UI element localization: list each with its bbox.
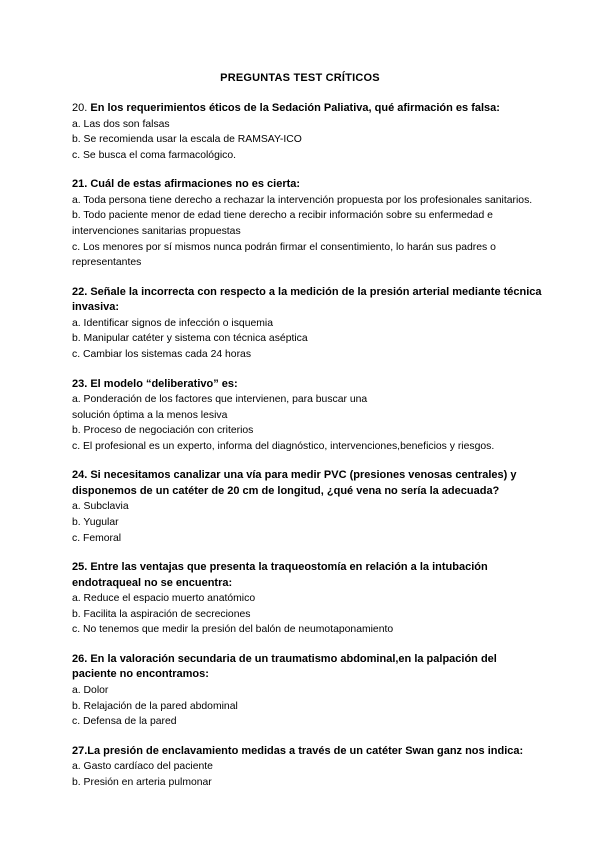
question-statement: En los requerimientos éticos de la Sedación Paliativa, qué afirmación es falsa: bbox=[90, 102, 500, 114]
answer-options bbox=[72, 591, 542, 638]
question-block bbox=[72, 744, 542, 791]
question-statement: 23. El modelo “deliberativo” es: bbox=[72, 377, 238, 390]
question-statement: 24. Si necesitamos canalizar una vía para medir PVC (presiones venosas centrales) y disponemos de un catéter de 20 cm de longitud, ¿qué vena no sería la adecuada? bbox=[72, 469, 517, 497]
answer-option: b. Relajación de la pared abdominal bbox=[72, 700, 238, 712]
question-text bbox=[72, 652, 542, 683]
answer-option: a. Ponderación de los factores que intervienen, para buscar una solución óptima a la menos lesiva bbox=[72, 394, 368, 421]
page-title: PREGUNTAS TEST CRÍTICOS bbox=[220, 72, 380, 84]
answer-options bbox=[72, 759, 542, 790]
question-statement: 27.La presión de enclavamiento medidas a través de un catéter Swan ganz nos indica: bbox=[72, 744, 524, 757]
question-block bbox=[72, 652, 542, 730]
answer-options bbox=[72, 683, 542, 730]
answer-option: c. Se busca el coma farmacológico. bbox=[72, 149, 237, 161]
answer-option: c. Los menores por sí mismos nunca podrán firmar el consentimiento, lo harán sus padres o representantes bbox=[72, 241, 496, 269]
question-block bbox=[72, 560, 542, 638]
answer-option: b. Todo paciente menor de edad tiene derecho a recibir información sobre su enfermedad e intervenciones sanitarias propuestas bbox=[72, 210, 493, 237]
question-block bbox=[72, 377, 542, 455]
question-text bbox=[72, 377, 542, 393]
answer-option: c. Cambiar los sistemas cada 24 horas bbox=[72, 348, 252, 360]
answer-option: a. Dolor bbox=[72, 684, 109, 696]
question-block bbox=[72, 285, 542, 363]
answer-options bbox=[72, 193, 542, 271]
question-block bbox=[72, 468, 542, 546]
answer-option: c. No tenemos que medir la presión del balón de neumotaponamiento bbox=[72, 624, 394, 636]
question-text bbox=[72, 177, 542, 193]
answer-option: b. Facilita la aspiración de secreciones bbox=[72, 608, 251, 620]
answer-option: b. Yugular bbox=[72, 517, 119, 528]
answer-option: a. Gasto cardíaco del paciente bbox=[72, 761, 213, 773]
question-number: 20. bbox=[72, 102, 88, 114]
question-block bbox=[72, 101, 542, 163]
answer-options bbox=[72, 499, 542, 546]
answer-option: c. El profesional es un experto, informa del diagnóstico, intervenciones,beneficios y riesgos. bbox=[72, 440, 495, 452]
answer-option: a. Toda persona tiene derecho a rechazar la intervención propuesta por los profesionales sanitarios. bbox=[72, 194, 533, 206]
answer-options bbox=[72, 117, 542, 164]
question-text bbox=[72, 560, 542, 591]
answer-option: a. Identificar signos de infección o isquemia bbox=[72, 317, 273, 329]
question-text bbox=[72, 744, 542, 760]
answer-options bbox=[72, 392, 542, 454]
question-statement: 26. En la valoración secundaria de un traumatismo abdominal,en la palpación del paciente no encontramos: bbox=[72, 652, 497, 681]
answer-option: a. Subclavia bbox=[72, 501, 129, 513]
question-statement: 21. Cuál de estas afirmaciones no es cierta: bbox=[72, 178, 301, 191]
question-block bbox=[72, 177, 542, 270]
answer-option: b. Proceso de negociación con criterios bbox=[72, 425, 254, 437]
answer-option: c. Femoral bbox=[72, 532, 122, 544]
question-text bbox=[72, 468, 542, 499]
question-text bbox=[72, 101, 542, 117]
question-text bbox=[72, 285, 542, 316]
answer-option: b. Presión en arteria pulmonar bbox=[72, 776, 212, 788]
answer-option: a. Reduce el espacio muerto anatómico bbox=[72, 593, 256, 605]
question-statement: 22. Señale la incorrecta con respecto a la medición de la presión arterial mediante técnica invasiva: bbox=[72, 285, 542, 314]
answer-options bbox=[72, 316, 542, 363]
answer-option: b. Se recomienda usar la escala de RAMSAY-ICO bbox=[72, 134, 302, 146]
answer-option: c. Defensa de la pared bbox=[72, 716, 177, 728]
answer-option: a. Las dos son falsas bbox=[72, 118, 170, 130]
question-list bbox=[72, 101, 542, 804]
answer-option: b. Manipular catéter y sistema con técnica aséptica bbox=[72, 333, 308, 345]
question-statement: 25. Entre las ventajas que presenta la traqueostomía en relación a la intubación endotraqueal no se encuentra: bbox=[72, 561, 488, 589]
